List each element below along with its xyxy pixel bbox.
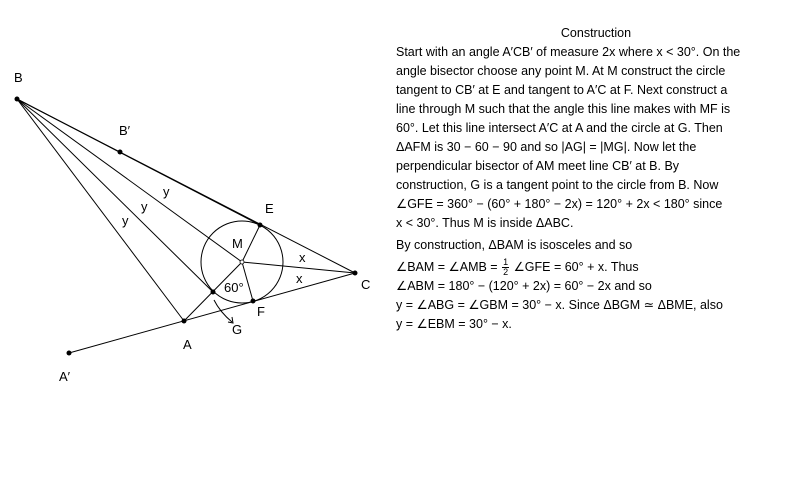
line-be [17, 99, 260, 225]
point-a-prime-dot [67, 351, 72, 356]
line-me [242, 225, 260, 262]
construction-line: ∠ABM = 180° − (120° + 2x) = 60° − 2x and so [396, 279, 652, 294]
construction-line: y = ∠ABG = ∠GBM = 30° − x. Since ΔBGM ≃ ΔBME, also [396, 298, 723, 313]
construction-line: tangent to CB′ at E and tangent to A′C at F. Next construct a [396, 83, 728, 97]
point-f-dot [251, 299, 256, 304]
angle-label-y-upper: y [163, 184, 170, 199]
label-m: M [232, 236, 243, 251]
point-m-dot [240, 260, 244, 264]
point-e-dot [258, 223, 263, 228]
construction-line: angle bisector choose any point M. At M construct the circle [396, 64, 726, 78]
construction-line: 60°. Let this line intersect A′C at A and the circle at G. Then [396, 121, 723, 135]
construction-line-with-fraction [396, 258, 796, 277]
angle-label-y-lower: y [122, 213, 129, 228]
construction-line: Start with an angle A′CB′ of measure 2x where x < 30°. On the [396, 45, 741, 59]
construction-line: x < 30°. Thus M is inside ΔABC. [396, 216, 574, 230]
line-ca-prime [69, 273, 355, 353]
angle-label-x-lower: x [296, 271, 303, 286]
line-ba [17, 99, 184, 321]
label-a-prime: A′ [59, 369, 71, 384]
label-f: F [257, 304, 265, 319]
point-b-dot [15, 97, 20, 102]
construction-line: line through M such that the angle this line makes with MF is [396, 102, 731, 116]
fraction-line-prefix: ∠BAM = ∠AMB = [396, 260, 502, 274]
label-b: B [14, 70, 23, 85]
point-g-dot [211, 290, 216, 295]
construction-line: perpendicular bisector of AM meet line CB′ at B. By [396, 159, 680, 173]
angle-label-y-middle: y [141, 199, 148, 214]
angle-label-x-upper: x [299, 250, 306, 265]
sixty-degree-arc [214, 300, 232, 322]
construction-line: By construction, ΔBAM is isosceles and so [396, 238, 633, 252]
construction-line: ∠GFE = 360° − (60° + 180° − 2x) = 120° + 2x < 180° since [396, 197, 723, 211]
point-c-dot [353, 271, 358, 276]
label-b-prime: B′ [119, 123, 131, 138]
angle-label-sixty: 60° [224, 280, 244, 295]
construction-title: Construction [560, 26, 632, 40]
line-bg [17, 99, 213, 292]
point-a-dot [182, 319, 187, 324]
fraction-denominator: 2 [503, 267, 509, 278]
construction-line: ΔAFM is 30 − 60 − 90 and so |AG| = |MG|. Now let the [396, 140, 697, 154]
point-b-prime-dot [118, 150, 123, 155]
label-a: A [183, 337, 192, 352]
fraction-numerator: 1 [503, 257, 509, 268]
one-half-fraction [502, 258, 509, 277]
fraction-line-suffix: ∠GFE = 60° + x. Thus [510, 260, 639, 274]
construction-line: construction, G is a tangent point to the circle from B. Now [396, 178, 719, 192]
label-g: G [232, 322, 243, 337]
construction-text-panel [396, 24, 796, 334]
construction-line: y = ∠EBM = 30° − x. [396, 317, 512, 332]
label-c: C [361, 277, 371, 292]
label-e: E [265, 201, 274, 216]
